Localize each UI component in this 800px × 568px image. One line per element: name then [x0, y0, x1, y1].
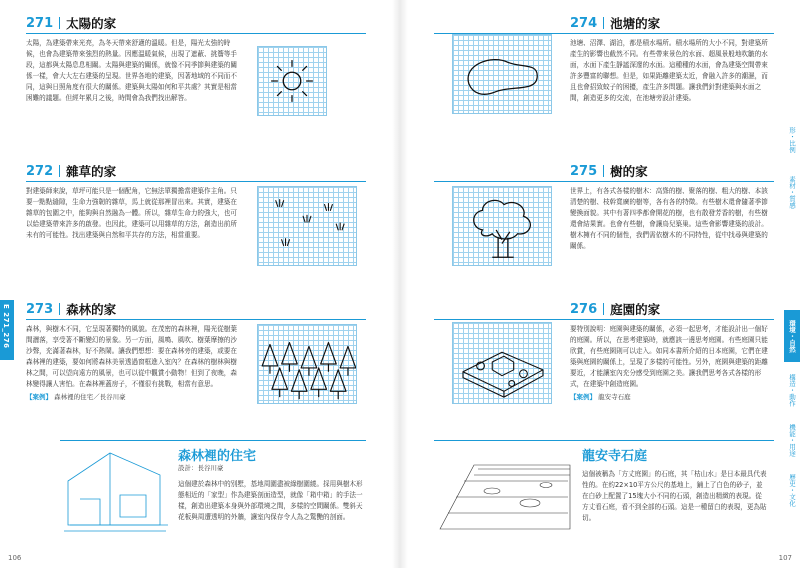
- example-tag: 【案例】: [570, 393, 596, 401]
- section-rule: [26, 33, 366, 34]
- divider: [59, 17, 60, 29]
- entry-number: 271: [26, 15, 54, 31]
- chapter-index-item-active[interactable]: 環境・自然: [784, 310, 800, 362]
- example-line: [26, 392, 241, 401]
- case-body: 這個被稱為「方丈庭園」的石庭，其「枯山水」是日本最具代表性的。在約22×10平方公尺的基地上，鋪上了白色的砂子，並在白砂上配置了15塊大小不同的石頭，創造出精緻的表現。從方丈看石庭，看不到全部的石頭。這是一種留白的表現，更為貼切。: [582, 470, 767, 522]
- grass-illustration: [257, 186, 357, 266]
- house-sketch: [60, 441, 170, 537]
- page-number: 107: [778, 554, 792, 562]
- section-rule: [434, 181, 774, 182]
- chapter-index-item[interactable]: 構造・動作: [788, 373, 796, 407]
- entry-title: 雜草的家: [66, 164, 117, 179]
- entry-title: 樹的家: [610, 164, 648, 179]
- entry-header: [26, 14, 241, 32]
- entry-number: 276: [570, 301, 598, 317]
- example-text: 森林裡的住宅／長谷川豪: [54, 393, 126, 401]
- entry-274: [570, 14, 770, 104]
- entry-number: 274: [570, 15, 598, 31]
- section-rule: [26, 181, 366, 182]
- chapter-index-item[interactable]: 素材・質感: [788, 175, 796, 209]
- rock-garden-sketch: [434, 441, 574, 537]
- page-number: 106: [8, 554, 22, 562]
- entry-body: 對建築師來說，草坪可能只是一個配角，它無法單獨擔當建築作主角。只要一點點縫隙，生命力強韌的雜草，馬上就從那裡冒出來。其實，建築在雜草的包圍之中，能夠與自然融為一體。所以，雜草生命力的強大，也可以給建築帶來許多的啟發。也因此，建築可以用雜草的方法，創造出前所未有的可能性。找出建築與自然和平共存的方法，相當重要。: [26, 187, 237, 239]
- chapter-index-item[interactable]: 機能・用途: [788, 423, 796, 457]
- section-tab-label: E 271_276: [2, 304, 10, 349]
- entry-header: [26, 162, 241, 180]
- entry-header: [26, 300, 241, 318]
- case-designer: 設計：長谷川豪: [178, 464, 224, 472]
- sun-illustration: [257, 46, 327, 116]
- forest-illustration: [257, 324, 357, 404]
- entry-number: 275: [570, 163, 598, 179]
- section-rule: [434, 33, 774, 34]
- section-rule: [434, 319, 774, 320]
- case-study-right: [434, 440, 774, 540]
- garden-illustration: [452, 322, 552, 404]
- entry-276: [570, 300, 770, 401]
- tree-illustration: [452, 186, 552, 266]
- entry-272: [26, 162, 241, 241]
- entry-275: [570, 162, 770, 252]
- section-rule: [26, 319, 366, 320]
- entry-body: 池塘、沼澤、湖泊，都是積水場所。積水場所的大小不同，對建築所產生的影響也截然不同。有些帶來景色的水面、超風景般地吹皺的水面，水面下產生靜謐深邃的水面。這種種的水面，會為建築空間帶來許多豐富的聯想。但是，如果距離建築太近，會融入許多的潮濕，而且也會招致蚊子的困擾，產生許多問題。讓我們針對建築與水面之間，創造更多的交流，在池塘旁設計建築。: [570, 39, 768, 102]
- section-tab: [0, 300, 14, 360]
- entry-title: 庭園的家: [610, 302, 661, 317]
- example-tag: 【案例】: [26, 393, 52, 401]
- entry-title: 森林的家: [66, 302, 117, 317]
- chapter-index-item[interactable]: 形・比例: [788, 127, 796, 153]
- entry-body: 要特別說明：庭園與建築的關係，必須一起思考，才能設計出一個好的庭園。所以，在思考建築時，就應該一邊思考庭園。有些庭園只能欣賞，有些庭園則可以走入。如同本書所介紹的日本庭園，它們在建築與庭園的關係上，呈現了多樣的可能性。另外，庭園與建築的距離要近，才能讓室內充分感受到庭園之美。讓我們思考各式各樣的形式，在建築中創造庭園。: [570, 325, 768, 388]
- case-title: 龍安寺石庭: [582, 449, 648, 464]
- entry-header: [570, 14, 770, 32]
- case-title: 森林裡的住宅: [178, 449, 257, 464]
- entry-header: [570, 162, 770, 180]
- chapter-index-item[interactable]: 歷史・文化: [788, 473, 796, 507]
- entry-271: [26, 14, 241, 104]
- right-page: [400, 0, 800, 568]
- case-study-left: [60, 440, 366, 540]
- entry-body: 太陽，為建築帶來光亮，為冬天帶來舒適的溫暖。但是，陽光太強的時候，也會為建築帶來強烈的熱量。因應温暖氣候，出現了遮蔽、挑簷等手段，這都與太陽息息相關。太陽與建築的關係，就像不同季節與建築的關係一樣，會大大左右建築的呈現。世界各地的建築，因著地域的不同而不同，這與日照角度有很大的關係。建築與太陽如何和平共處？其實是相當困難的議題。但經年累月之後，時間會為我們找出解答。: [26, 39, 237, 102]
- pond-illustration: [452, 34, 552, 114]
- entry-title: 池塘的家: [610, 16, 661, 31]
- divider: [59, 303, 60, 315]
- book-gutter: [392, 0, 408, 568]
- divider: [603, 165, 604, 177]
- entry-title: 太陽的家: [66, 16, 117, 31]
- divider: [59, 165, 60, 177]
- example-text: 龍安寺石庭: [598, 393, 631, 401]
- divider: [603, 17, 604, 29]
- entry-body: 世界上，有各式各樣的樹木：高聳的樹、聚落的樹、粗大的樹、本該清楚的樹、枝幹寬廣的樹等，各有各的特徵。有些樹木還會隨著季節變換面貌。其中有著四季都會開花的樹，也有散發芳香的樹，有些樹還會結果實。也會有些樹，會讓鳥兒築巢。這些會影響建築的設計。樹木擁有不同的個性，我們需依樹木的不同特性，從中找尋與建築的關係。: [570, 187, 768, 250]
- case-body: 這個建於森林中的別墅，基地周圍盡被綠樹圍繞。採用與樹木形態相近的「家型」作為建築剖面造型，就像「箱中箱」的手法一樣，創造出建築本身與外部環境之間，多樣的空間關係。雙斜天花板與周遭透明的外牆，讓室內保存令人為之驚艷的剖面。: [178, 480, 363, 521]
- entry-number: 273: [26, 301, 54, 317]
- entry-273: [26, 300, 241, 401]
- divider: [603, 303, 604, 315]
- entry-number: 272: [26, 163, 54, 179]
- entry-body: 森林，與樹木不同，它呈現著獨特的風貌。在茂密的森林裡，陽光從樹葉間灑落，享受著不斷變幻的景象。另一方面，風鳴、風吹、樹葉摩擦的沙沙聲，充滿著森林，好不熱鬧。讓我們想想：要在森林旁的建築，或要在森林裡的建築，要如何將森林美景透過窗框進入室內？在森林的樹林與樹林之間，可以望向遠方的風景，也可以從中觀賞小動物！但到了夜晚，森林變得讓人害怕。在森林裡蓋房子，不僅很有挑戰，相當有意思。: [26, 325, 237, 388]
- entry-header: [570, 300, 770, 318]
- example-line: [570, 392, 770, 401]
